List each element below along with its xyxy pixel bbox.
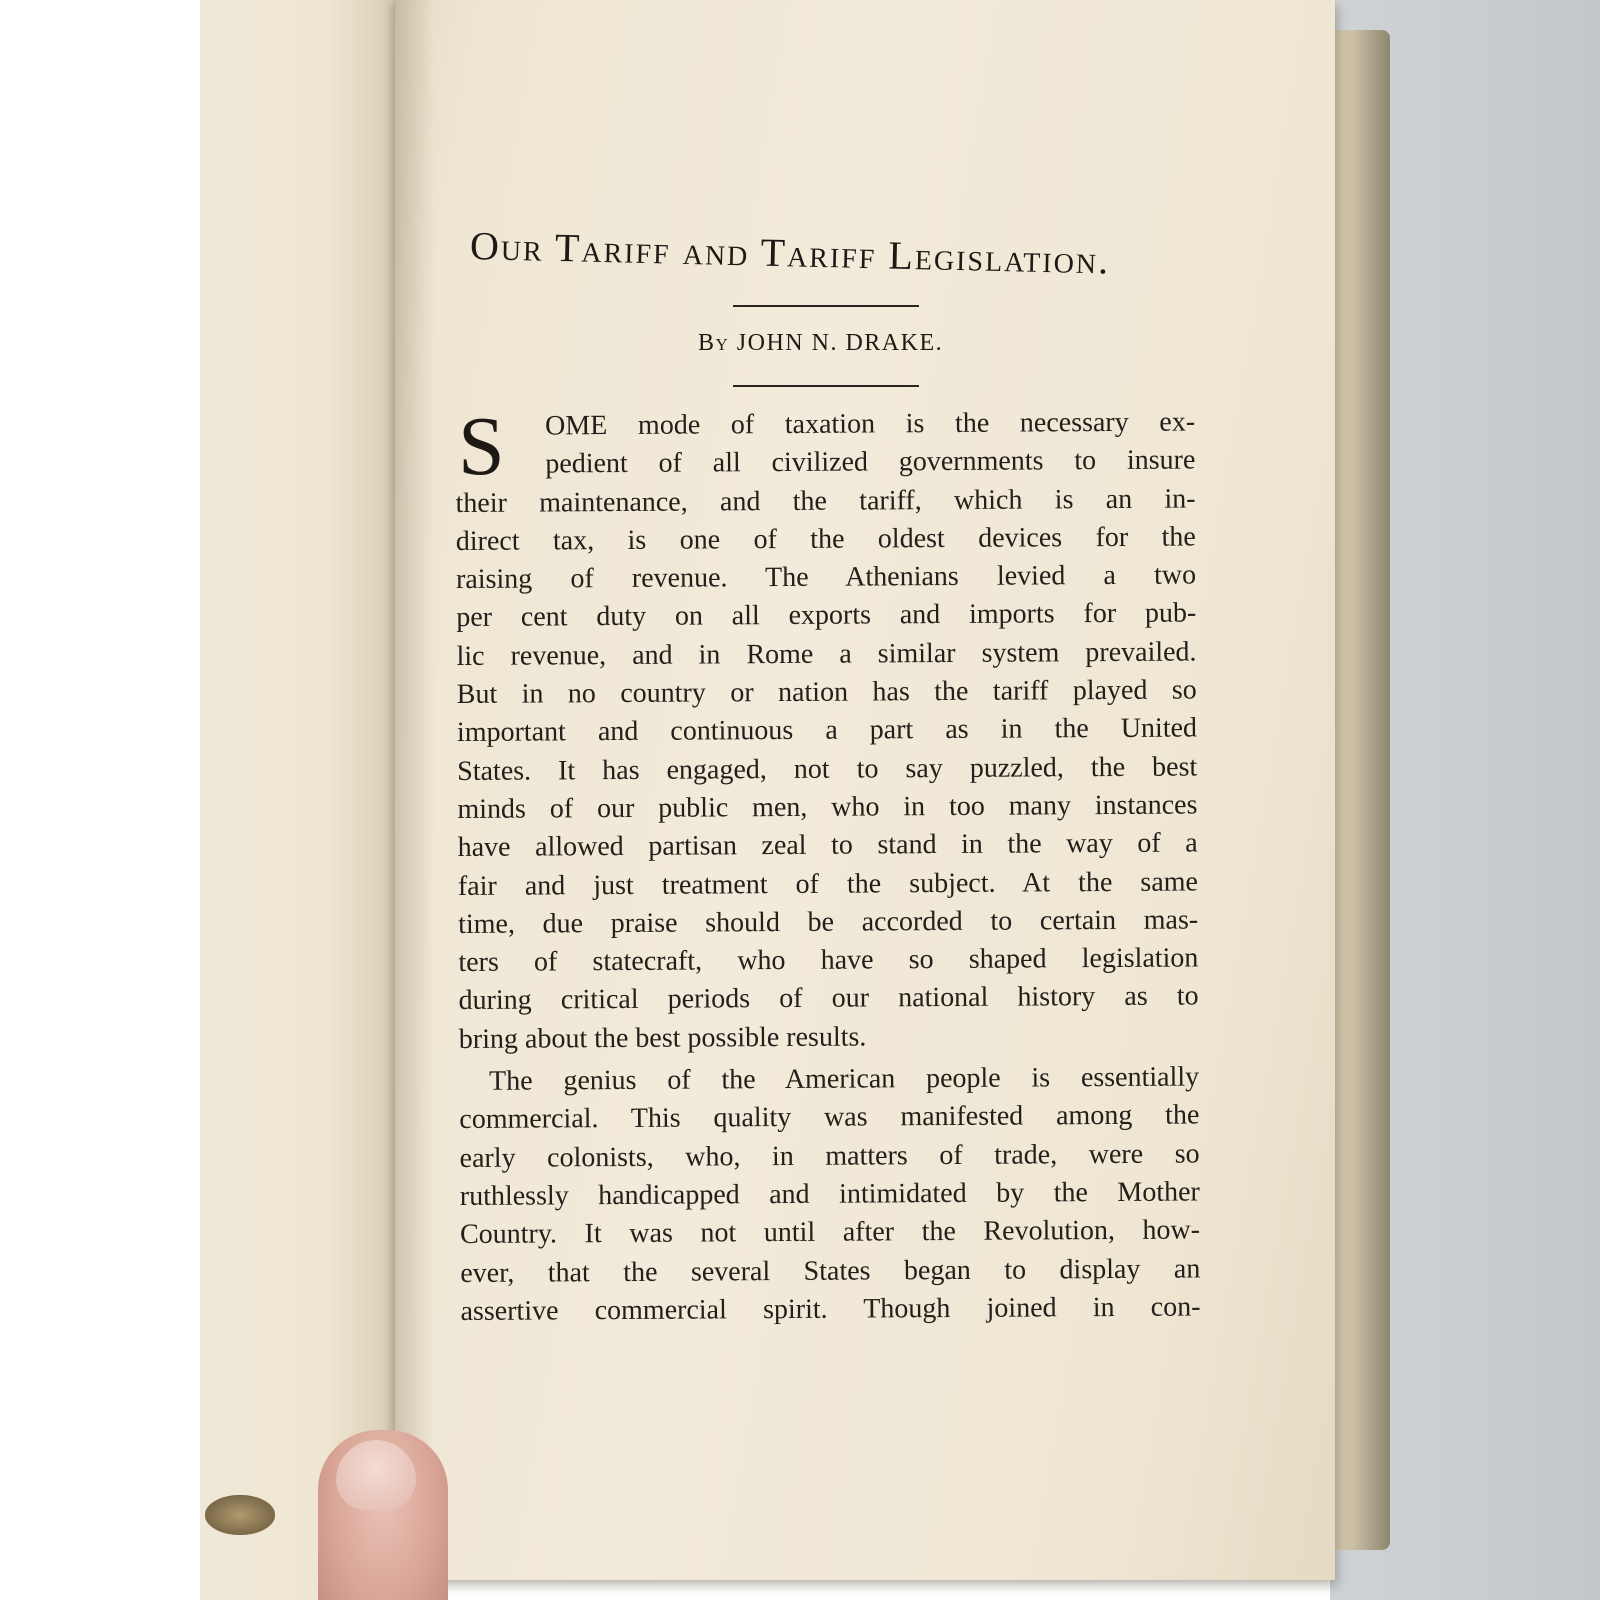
text-line: assertive commercial spirit. Though joined in con- [460, 1291, 1201, 1327]
article-title: Our Tariff and Tariff Legislation. [469, 223, 1111, 283]
text-line: have allowed partisan zeal to stand in the way of a [457, 827, 1198, 864]
gutter-shadow [395, 0, 435, 1580]
text-line: pedient of all civilized governments to insure [545, 444, 1196, 480]
article-body [455, 400, 1201, 1331]
byline-rule [733, 385, 919, 387]
text-line: during critical periods of our national history as to [458, 980, 1199, 1017]
text-line: ever, that the several States began to display an [460, 1252, 1201, 1289]
text-line: important and continuous a part as in the United [456, 712, 1198, 749]
text-line: ruthlessly handicapped and intimidated by the Mother [459, 1176, 1200, 1212]
text-line: direct tax, is one of the oldest devices for the [455, 521, 1196, 557]
binding-cord [205, 1495, 275, 1535]
text-line: OME mode of taxation is the necessary ex- [545, 406, 1196, 442]
text-line: per cent duty on all exports and imports for pub- [456, 597, 1197, 634]
text-line: But in no country or nation has the tariff played so [456, 674, 1197, 711]
paragraph-1 [455, 400, 1199, 1059]
book-page-edges [1330, 30, 1390, 1550]
text-line: fair and just treatment of the subject. At the same [457, 866, 1199, 902]
byline-author: JOHN N. DRAKE. [736, 330, 944, 356]
text-line: commercial. This quality was manifested among the [459, 1099, 1200, 1136]
byline-prefix: By [698, 330, 730, 356]
text-line: time, due praise should be accorded to certain mas- [458, 904, 1199, 940]
text-line: minds of our public men, who in too many instances [457, 789, 1198, 825]
text-line: raising of revenue. The Athenians levied a two [455, 559, 1197, 596]
thumb-nail [336, 1440, 416, 1510]
drop-cap: S [458, 400, 505, 493]
paragraph-2 [459, 1059, 1201, 1332]
background-left [0, 0, 200, 1600]
text-line: early colonists, who, in matters of trade, were so [459, 1138, 1200, 1174]
text-line: Country. It was not until after the Revolution, how- [459, 1214, 1201, 1251]
title-rule [733, 305, 919, 307]
byline [698, 330, 943, 357]
text-line: ters of statecraft, who have so shaped legislation [458, 942, 1199, 979]
text-line: their maintenance, and the tariff, which is an in- [455, 483, 1196, 519]
text-line: lic revenue, and in Rome a similar system prevailed. [456, 636, 1197, 672]
text-line: The genius of the American people is essentially [489, 1061, 1200, 1097]
text-line: bring about the best possible results. [458, 1021, 867, 1055]
text-line: States. It has engaged, not to say puzzled, the best [457, 751, 1198, 787]
